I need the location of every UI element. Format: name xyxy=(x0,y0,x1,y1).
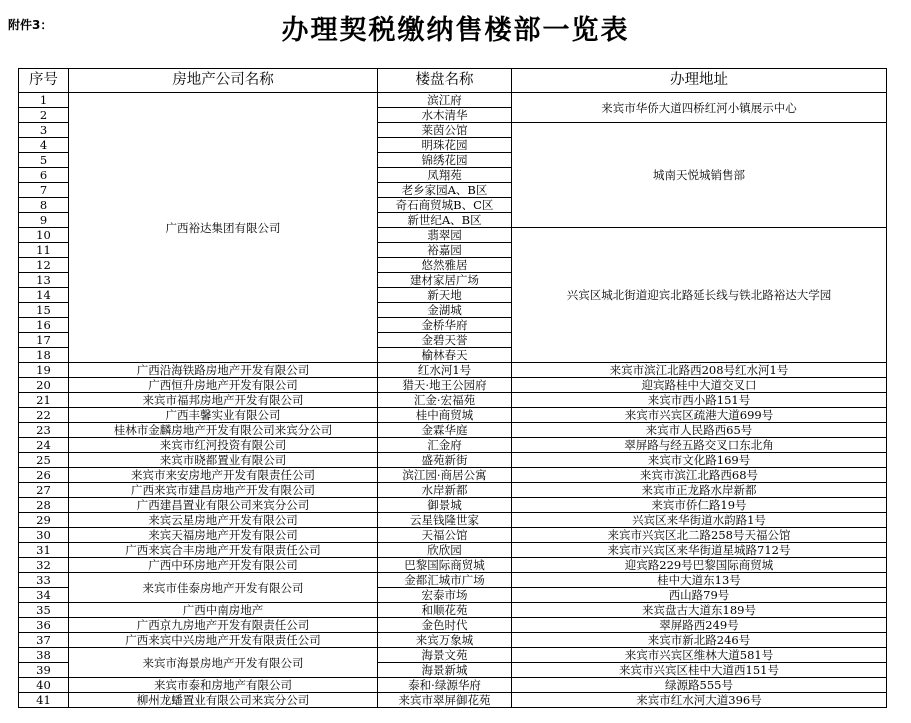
cell-company: 广西来宾合丰房地产开发有限责任公司 xyxy=(69,543,378,558)
cell-index: 27 xyxy=(19,483,69,498)
cell-company: 广西裕达集团有限公司 xyxy=(69,93,378,363)
cell-address: 来宾市滨江北路西208号红水河1号 xyxy=(512,363,887,378)
cell-address: 兴宾区来华街道水韵路1号 xyxy=(512,513,887,528)
cell-index: 1 xyxy=(19,93,69,108)
header-index: 序号 xyxy=(19,69,69,93)
cell-index: 31 xyxy=(19,543,69,558)
cell-company: 来宾云星房地产开发有限公司 xyxy=(69,513,378,528)
cell-index: 24 xyxy=(19,438,69,453)
table-row xyxy=(19,513,887,528)
cell-index: 22 xyxy=(19,408,69,423)
cell-index: 33 xyxy=(19,573,69,588)
cell-index: 30 xyxy=(19,528,69,543)
cell-project: 奇石商贸城B、C区 xyxy=(378,198,512,213)
cell-address: 来宾市正龙路水岸新都 xyxy=(512,483,887,498)
cell-project: 来宾市翠屏御花苑 xyxy=(378,693,512,708)
cell-address: 翠屏路与经五路交叉口东北角 xyxy=(512,438,887,453)
cell-address: 来宾盘古大道东189号 xyxy=(512,603,887,618)
cell-project: 榆林春天 xyxy=(378,348,512,363)
table-row xyxy=(19,678,887,693)
table-row xyxy=(19,438,887,453)
cell-address: 城南天悦城销售部 xyxy=(512,123,887,228)
cell-address: 来宾市文化路169号 xyxy=(512,453,887,468)
cell-project: 金都汇城市广场 xyxy=(378,573,512,588)
cell-project: 金湖城 xyxy=(378,303,512,318)
cell-project: 猎天·地王公园府 xyxy=(378,378,512,393)
cell-project: 老乡家园A、B区 xyxy=(378,183,512,198)
table-row xyxy=(19,648,887,663)
cell-index: 18 xyxy=(19,348,69,363)
header-company: 房地产公司名称 xyxy=(69,69,378,93)
cell-company: 来宾市海景房地产开发有限公司 xyxy=(69,648,378,678)
cell-index: 23 xyxy=(19,423,69,438)
cell-company: 来宾市来安房地产开发有限责任公司 xyxy=(69,468,378,483)
cell-project: 凤翔苑 xyxy=(378,168,512,183)
header-row xyxy=(19,69,887,93)
cell-index: 32 xyxy=(19,558,69,573)
cell-index: 12 xyxy=(19,258,69,273)
table-row xyxy=(19,468,887,483)
cell-project: 天福公馆 xyxy=(378,528,512,543)
cell-project: 红水河1号 xyxy=(378,363,512,378)
cell-index: 26 xyxy=(19,468,69,483)
data-table xyxy=(18,68,887,708)
cell-index: 19 xyxy=(19,363,69,378)
cell-index: 20 xyxy=(19,378,69,393)
cell-index: 15 xyxy=(19,303,69,318)
cell-address: 来宾市西小路151号 xyxy=(512,393,887,408)
cell-project: 和顺花苑 xyxy=(378,603,512,618)
cell-project: 宏泰市场 xyxy=(378,588,512,603)
cell-address: 来宾市新北路246号 xyxy=(512,633,887,648)
cell-address: 来宾市红水河大道396号 xyxy=(512,693,887,708)
table-row xyxy=(19,408,887,423)
cell-index: 35 xyxy=(19,603,69,618)
cell-company: 柳州龙蟠置业有限公司来宾分公司 xyxy=(69,693,378,708)
attachment-label: 附件3： xyxy=(8,18,53,32)
cell-index: 37 xyxy=(19,633,69,648)
cell-project: 金碧天誉 xyxy=(378,333,512,348)
cell-company: 广西中环房地产开发有限公司 xyxy=(69,558,378,573)
cell-company: 广西沿海铁路房地产开发有限公司 xyxy=(69,363,378,378)
cell-address: 来宾市兴宾区来华街道星城路712号 xyxy=(512,543,887,558)
cell-project: 悠然雅居 xyxy=(378,258,512,273)
cell-address: 翠屏路西249号 xyxy=(512,618,887,633)
cell-company: 来宾市泰和房地产有限公司 xyxy=(69,678,378,693)
cell-index: 10 xyxy=(19,228,69,243)
cell-project: 汇金·宏福苑 xyxy=(378,393,512,408)
cell-project: 海景新城 xyxy=(378,663,512,678)
cell-project: 盛苑新街 xyxy=(378,453,512,468)
cell-project: 滨江园·商居公寓 xyxy=(378,468,512,483)
table-row xyxy=(19,618,887,633)
cell-address: 西山路79号 xyxy=(512,588,887,603)
cell-index: 34 xyxy=(19,588,69,603)
cell-index: 29 xyxy=(19,513,69,528)
cell-project: 汇金府 xyxy=(378,438,512,453)
cell-company: 广西建昌置业有限公司来宾分公司 xyxy=(69,498,378,513)
cell-project: 裕嘉园 xyxy=(378,243,512,258)
cell-company: 桂林市金麟房地产开发有限公司来宾分公司 xyxy=(69,423,378,438)
cell-index: 17 xyxy=(19,333,69,348)
cell-project: 泰和·绿源华府 xyxy=(378,678,512,693)
cell-address: 桂中大道东13号 xyxy=(512,573,887,588)
cell-address: 来宾市滨江北路西68号 xyxy=(512,468,887,483)
cell-index: 39 xyxy=(19,663,69,678)
table-row xyxy=(19,453,887,468)
cell-index: 5 xyxy=(19,153,69,168)
cell-company: 来宾市福邦房地产开发有限公司 xyxy=(69,393,378,408)
cell-company: 广西恒升房地产开发有限公司 xyxy=(69,378,378,393)
cell-index: 6 xyxy=(19,168,69,183)
cell-index: 11 xyxy=(19,243,69,258)
cell-index: 2 xyxy=(19,108,69,123)
page-title: 办理契税缴纳售楼部一览表 xyxy=(281,15,630,46)
cell-address: 迎宾路229号巴黎国际商贸城 xyxy=(512,558,887,573)
cell-project: 莱茵公馆 xyxy=(378,123,512,138)
cell-index: 4 xyxy=(19,138,69,153)
cell-project: 水岸新都 xyxy=(378,483,512,498)
cell-project: 金色时代 xyxy=(378,618,512,633)
cell-index: 7 xyxy=(19,183,69,198)
cell-company: 来宾天福房地产开发有限公司 xyxy=(69,528,378,543)
cell-address: 来宾市兴宾区桂中大道西151号 xyxy=(512,663,887,678)
cell-address: 迎宾路桂中大道交叉口 xyxy=(512,378,887,393)
cell-company: 来宾市佳泰房地产开发有限公司 xyxy=(69,573,378,603)
cell-index: 41 xyxy=(19,693,69,708)
table-row xyxy=(19,693,887,708)
cell-index: 36 xyxy=(19,618,69,633)
cell-address: 来宾市侨仁路19号 xyxy=(512,498,887,513)
cell-index: 21 xyxy=(19,393,69,408)
cell-project: 水木清华 xyxy=(378,108,512,123)
table-row xyxy=(19,558,887,573)
cell-index: 40 xyxy=(19,678,69,693)
cell-project: 海景文苑 xyxy=(378,648,512,663)
cell-index: 25 xyxy=(19,453,69,468)
table-row xyxy=(19,528,887,543)
table-row xyxy=(19,498,887,513)
cell-company: 广西来宾市建昌房地产开发有限公司 xyxy=(69,483,378,498)
table-body xyxy=(19,93,887,708)
table-row xyxy=(19,573,887,588)
cell-project: 云星钱隆世家 xyxy=(378,513,512,528)
cell-project: 翡翠园 xyxy=(378,228,512,243)
cell-address: 来宾市兴宾区维林大道581号 xyxy=(512,648,887,663)
cell-address: 来宾市华侨大道四桥红河小镇展示中心 xyxy=(512,93,887,123)
cell-project: 御景城 xyxy=(378,498,512,513)
cell-project: 金桥华府 xyxy=(378,318,512,333)
cell-company: 来宾市晓都置业有限公司 xyxy=(69,453,378,468)
cell-address: 来宾市人民路西65号 xyxy=(512,423,887,438)
cell-project: 建材家居广场 xyxy=(378,273,512,288)
cell-address: 来宾市兴宾区疏港大道699号 xyxy=(512,408,887,423)
cell-project: 滨江府 xyxy=(378,93,512,108)
cell-company: 广西京九房地产开发有限责任公司 xyxy=(69,618,378,633)
table-row xyxy=(19,483,887,498)
cell-index: 14 xyxy=(19,288,69,303)
table-row xyxy=(19,93,887,108)
cell-project: 新世纪A、B区 xyxy=(378,213,512,228)
cell-company: 广西丰馨实业有限公司 xyxy=(69,408,378,423)
header-address: 办理地址 xyxy=(512,69,887,93)
table-row xyxy=(19,603,887,618)
cell-project: 明珠花园 xyxy=(378,138,512,153)
cell-index: 38 xyxy=(19,648,69,663)
cell-project: 桂中商贸城 xyxy=(378,408,512,423)
header-project: 楼盘名称 xyxy=(378,69,512,93)
table-row xyxy=(19,633,887,648)
cell-index: 13 xyxy=(19,273,69,288)
cell-address: 兴宾区城北街道迎宾北路延长线与铁北路裕达大学园 xyxy=(512,228,887,363)
cell-address: 来宾市兴宾区北二路258号天福公馆 xyxy=(512,528,887,543)
cell-index: 16 xyxy=(19,318,69,333)
cell-project: 来宾万象城 xyxy=(378,633,512,648)
table-row xyxy=(19,363,887,378)
cell-project: 新天地 xyxy=(378,288,512,303)
table-row xyxy=(19,423,887,438)
table-row xyxy=(19,543,887,558)
cell-index: 8 xyxy=(19,198,69,213)
cell-project: 金霖华庭 xyxy=(378,423,512,438)
cell-index: 3 xyxy=(19,123,69,138)
cell-project: 锦绣花园 xyxy=(378,153,512,168)
cell-index: 28 xyxy=(19,498,69,513)
cell-company: 广西中南房地产 xyxy=(69,603,378,618)
cell-address: 绿源路555号 xyxy=(512,678,887,693)
cell-company: 来宾市红河投资有限公司 xyxy=(69,438,378,453)
table-row xyxy=(19,378,887,393)
cell-project: 巴黎国际商贸城 xyxy=(378,558,512,573)
table-row xyxy=(19,393,887,408)
cell-project: 欣欣园 xyxy=(378,543,512,558)
cell-company: 广西来宾中兴房地产开发有限责任公司 xyxy=(69,633,378,648)
cell-index: 9 xyxy=(19,213,69,228)
